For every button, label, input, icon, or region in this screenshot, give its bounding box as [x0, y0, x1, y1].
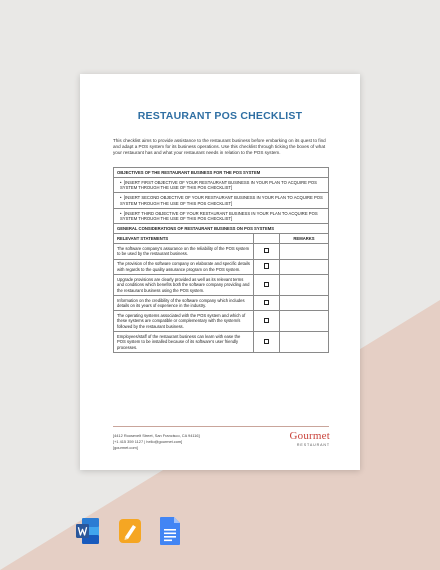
- checklist-table: [113, 167, 329, 353]
- table-row: [114, 275, 329, 296]
- table-row: [114, 244, 329, 259]
- objective-item: • [INSERT FIRST OBJECTIVE OF YOUR RESTAURANT BUSINESS IN YOUR PLAN TO ACQUIRE POS SYSTEM THROUGH THE USE OF THIS POS CHECKLIST]: [114, 178, 329, 193]
- footer-address: [4412 Roosevelt Street, San Francisco, CA 94116]: [113, 433, 200, 438]
- objective-item: • [INSERT SECOND OBJECTIVE OF YOUR RESTAURANT BUSINESS IN YOUR PLAN TO ACQUIRE POS SYSTEM THROUGH THE USE OF THIS POS CHECKLIST]: [114, 193, 329, 208]
- statement-text: Information on the credibility of the software company which includes details on its years of experience in the industry.: [114, 295, 254, 310]
- statement-text: Employees/staff of the restaurant business can learn with ease the POS system to be installed because of its software's user friendly processes.: [114, 332, 254, 353]
- checkbox-cell[interactable]: [254, 311, 280, 332]
- objective-text: [INSERT FIRST OBJECTIVE OF YOUR RESTAURANT BUSINESS IN YOUR PLAN TO ACQUIRE POS SYSTEM THROUGH THE USE OF THIS POS CHECKLIST]: [120, 179, 317, 191]
- pages-icon[interactable]: [118, 516, 142, 546]
- checkbox[interactable]: [264, 263, 269, 268]
- col-remarks-header: REMARKS: [280, 234, 329, 244]
- remarks-cell[interactable]: [280, 244, 329, 259]
- table-row: [114, 295, 329, 310]
- document-title: RESTAURANT POS CHECKLIST: [137, 110, 303, 122]
- google-docs-icon[interactable]: [158, 516, 182, 546]
- objective-text: [INSERT THIRD OBJECTIVE OF YOUR RESTAURANT BUSINESS IN YOUR PLAN TO ACQUIRE POS SYSTEM THROUGH THE USE OF THIS POS CHECKLIST]: [120, 210, 318, 222]
- footer-phone-email: [+1 415 359 1127 | hello@gourmet.com]: [113, 439, 183, 444]
- checkbox[interactable]: [264, 248, 269, 253]
- remarks-cell[interactable]: [280, 295, 329, 310]
- checkbox-cell[interactable]: [254, 295, 280, 310]
- checkbox[interactable]: [264, 318, 269, 323]
- checkbox-cell[interactable]: [254, 332, 280, 353]
- objectives-header: OBJECTIVES OF THE RESTAURANT BUSINESS FOR THE POS SYSTEM: [114, 168, 329, 178]
- footer-website: [gourmet.com]: [113, 445, 138, 450]
- checkbox[interactable]: [264, 339, 269, 344]
- brand-logo: [289, 431, 330, 447]
- checkbox-cell[interactable]: [254, 244, 280, 259]
- col-statements-header: RELEVANT STATEMENTS: [114, 234, 254, 244]
- intro-paragraph: This checklist aims to provide assistance to the restaurant business before embarking on its quest to find and adapt a POS system for its business operations. Use this checklist through ticking the boxes of what your restaurant has and what your restaurant needs in relation to the POS system.: [113, 138, 326, 156]
- document-page: [80, 74, 360, 470]
- statement-text: Upgrade provisions are clearly provided as well as its relevant terms and conditions which benefits both the software company providing and the restaurant business using the POS system.: [114, 275, 254, 296]
- footer-contact: [113, 433, 200, 451]
- app-icons: [76, 516, 186, 546]
- table-row: [114, 311, 329, 332]
- brand-subtitle: RESTAURANT: [296, 443, 330, 447]
- col-check-header: [254, 234, 280, 244]
- checkbox[interactable]: [264, 282, 269, 287]
- table-row: [114, 332, 329, 353]
- objective-item: • [INSERT THIRD OBJECTIVE OF YOUR RESTAURANT BUSINESS IN YOUR PLAN TO ACQUIRE POS SYSTEM THROUGH THE USE OF THIS POS CHECKLIST]: [114, 208, 329, 223]
- objective-text: [INSERT SECOND OBJECTIVE OF YOUR RESTAURANT BUSINESS IN YOUR PLAN TO ACQUIRE POS SYSTEM THROUGH THE USE OF THIS POS CHECKLIST]: [120, 195, 323, 206]
- word-icon[interactable]: [76, 516, 100, 546]
- brand-name: Gourmet: [289, 430, 330, 442]
- remarks-cell[interactable]: [280, 275, 329, 296]
- remarks-cell[interactable]: [280, 259, 329, 274]
- remarks-cell[interactable]: [280, 311, 329, 332]
- table-row: [114, 259, 329, 274]
- statement-text: The operating systems associated with the POS system and which of these systems are compatible or complementary with the system/s followed by the restaurant business.: [114, 311, 254, 332]
- footer-divider: [113, 426, 329, 427]
- considerations-header: GENERAL CONSIDERATIONS OF RESTAURANT BUSINESS ON POS SYSTEMS: [114, 224, 329, 234]
- statement-text: The provision of the software company on elaborate and specific details with regards to the quality assurance program on the POS system.: [114, 259, 254, 274]
- checkbox-cell[interactable]: [254, 259, 280, 274]
- checkbox-cell[interactable]: [254, 275, 280, 296]
- statement-text: The software company's assurance on the reliability of the POS system to be used by the restaurant business.: [114, 244, 254, 259]
- checkbox[interactable]: [264, 300, 269, 305]
- remarks-cell[interactable]: [280, 332, 329, 353]
